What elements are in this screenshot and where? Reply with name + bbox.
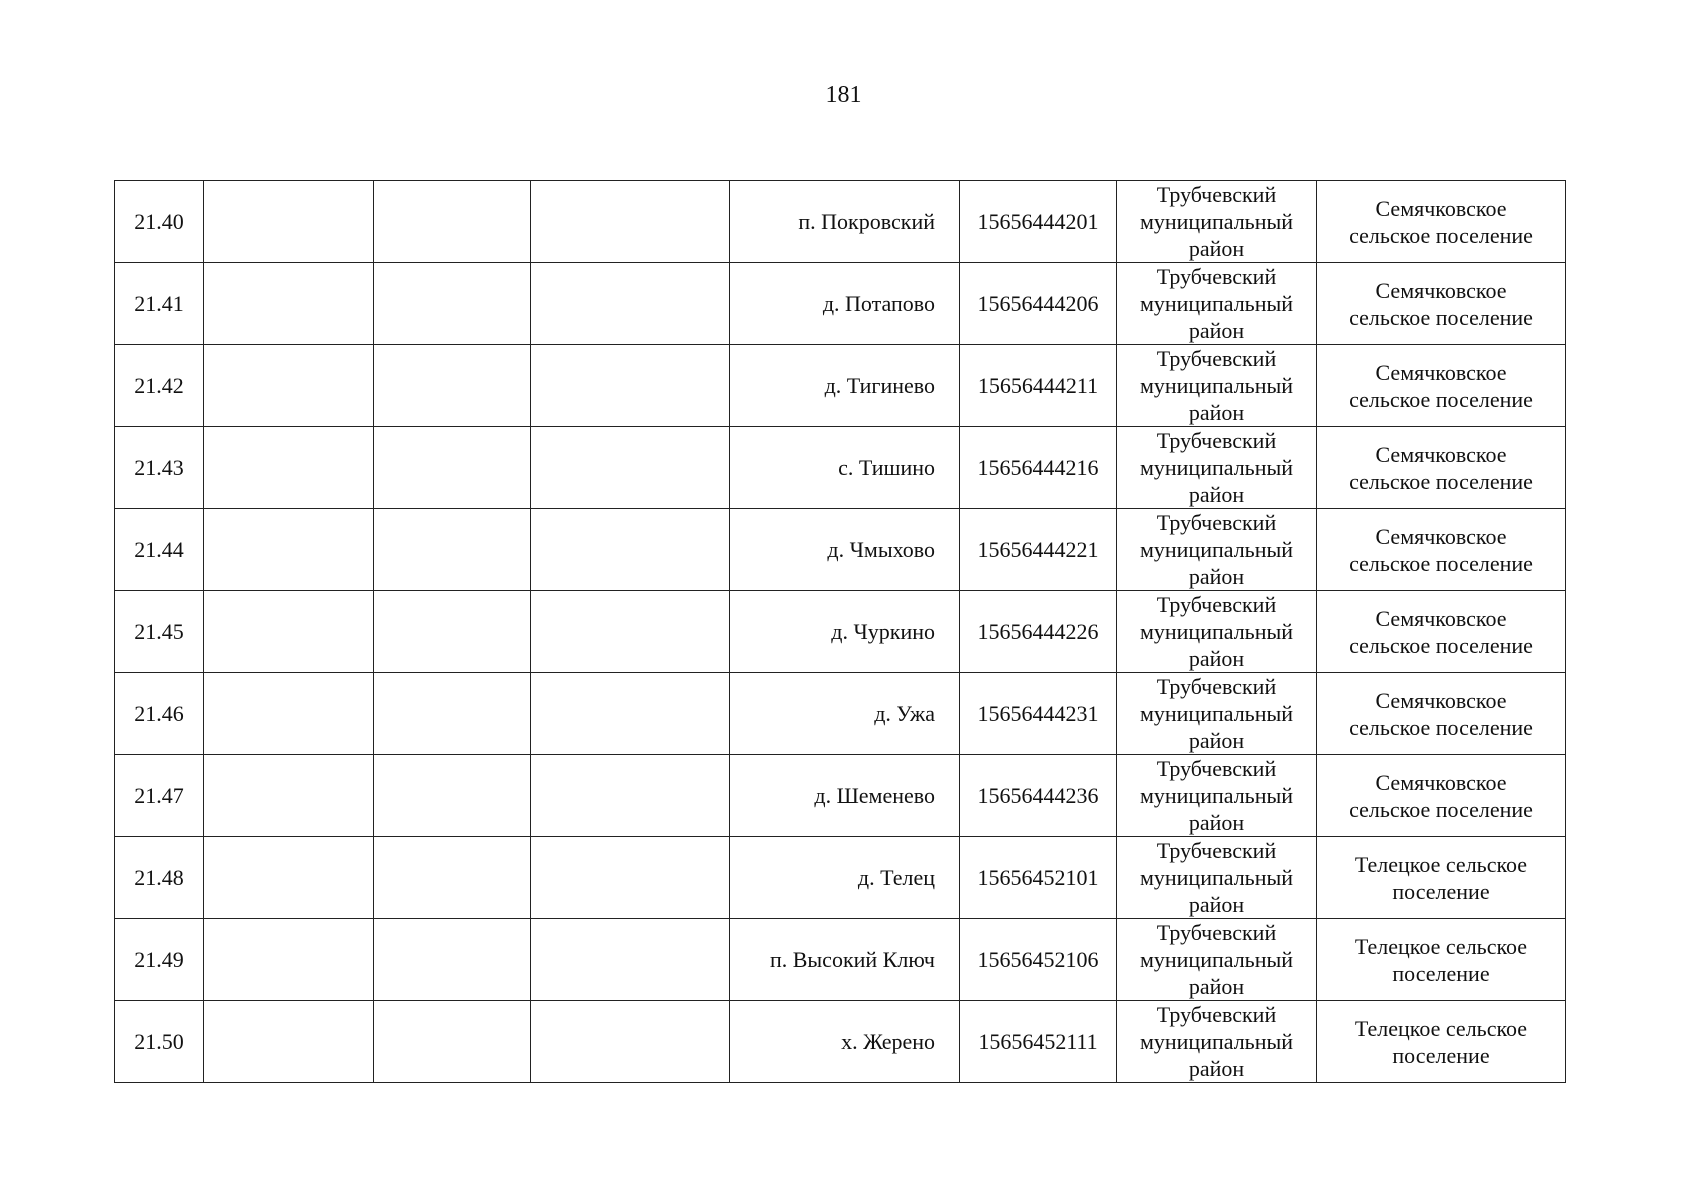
district-line: Трубчевский — [1156, 592, 1277, 617]
place-name-cell: с. Тишино — [730, 427, 960, 509]
district-line: муниципальный — [1139, 291, 1294, 316]
settlement-line: Телецкое сельское — [1354, 851, 1528, 877]
place-name-cell: д. Тигинево — [730, 345, 960, 427]
oktmo-code-cell: 15656444211 — [960, 345, 1117, 427]
empty-cell-2 — [374, 755, 531, 837]
district-cell — [1117, 673, 1317, 755]
empty-cell-3 — [531, 263, 730, 345]
settlement-cell — [1317, 755, 1566, 837]
district-line: муниципальный — [1139, 209, 1294, 234]
district-cell — [1117, 509, 1317, 591]
settlement-line: Семячковское — [1375, 687, 1507, 713]
settlement-line: сельское поселение — [1349, 632, 1533, 658]
empty-cell-3 — [531, 345, 730, 427]
settlement-line: сельское поселение — [1349, 304, 1533, 330]
district-line: Трубчевский — [1156, 756, 1277, 781]
place-name-cell: д. Ужа — [730, 673, 960, 755]
district-line: Трубчевский — [1156, 428, 1277, 453]
empty-cell-2 — [374, 509, 531, 591]
settlement-cell — [1317, 673, 1566, 755]
district-line: Трубчевский — [1156, 674, 1277, 699]
settlement-line: сельское поселение — [1349, 714, 1533, 740]
settlement-cell — [1317, 837, 1566, 919]
empty-cell-2 — [374, 181, 531, 263]
district-cell — [1117, 427, 1317, 509]
settlement-line: Семячковское — [1375, 195, 1507, 221]
district-line: муниципальный — [1139, 783, 1294, 808]
settlement-line: Семячковское — [1375, 441, 1507, 467]
table-body — [115, 181, 1566, 1083]
empty-cell-3 — [531, 837, 730, 919]
place-name-cell: п. Высокий Ключ — [730, 919, 960, 1001]
district-line: Трубчевский — [1156, 264, 1277, 289]
table-row — [115, 509, 1566, 591]
place-name-cell: д. Чуркино — [730, 591, 960, 673]
district-line: Трубчевский — [1156, 346, 1277, 371]
district-cell — [1117, 591, 1317, 673]
district-cell — [1117, 919, 1317, 1001]
empty-cell-2 — [374, 673, 531, 755]
district-line: район — [1188, 892, 1245, 917]
empty-cell-1 — [204, 345, 374, 427]
empty-cell-1 — [204, 837, 374, 919]
district-line: муниципальный — [1139, 373, 1294, 398]
empty-cell-3 — [531, 427, 730, 509]
table-row — [115, 837, 1566, 919]
district-cell — [1117, 837, 1317, 919]
empty-cell-2 — [374, 263, 531, 345]
settlement-line: поселение — [1392, 960, 1490, 986]
empty-cell-1 — [204, 591, 374, 673]
place-name-cell: х. Жерено — [730, 1001, 960, 1083]
settlements-table-wrap — [114, 180, 1566, 1083]
settlement-line: Семячковское — [1375, 769, 1507, 795]
district-line: район — [1188, 236, 1245, 261]
district-cell — [1117, 345, 1317, 427]
oktmo-code-cell: 15656452111 — [960, 1001, 1117, 1083]
district-line: Трубчевский — [1156, 920, 1277, 945]
settlement-line: поселение — [1392, 878, 1490, 904]
empty-cell-3 — [531, 919, 730, 1001]
table-row — [115, 673, 1566, 755]
district-cell — [1117, 1001, 1317, 1083]
oktmo-code-cell: 15656444216 — [960, 427, 1117, 509]
empty-cell-1 — [204, 427, 374, 509]
table-row — [115, 591, 1566, 673]
empty-cell-3 — [531, 591, 730, 673]
settlement-line: Семячковское — [1375, 523, 1507, 549]
row-number-cell: 21.48 — [115, 837, 204, 919]
table-row — [115, 345, 1566, 427]
district-line: муниципальный — [1139, 619, 1294, 644]
row-number-cell: 21.42 — [115, 345, 204, 427]
row-number-cell: 21.46 — [115, 673, 204, 755]
row-number-cell: 21.45 — [115, 591, 204, 673]
row-number-cell: 21.41 — [115, 263, 204, 345]
empty-cell-1 — [204, 1001, 374, 1083]
district-cell — [1117, 755, 1317, 837]
district-line: Трубчевский — [1156, 510, 1277, 535]
settlement-line: сельское поселение — [1349, 468, 1533, 494]
district-line: муниципальный — [1139, 455, 1294, 480]
table-row — [115, 1001, 1566, 1083]
place-name-cell: д. Шеменево — [730, 755, 960, 837]
empty-cell-2 — [374, 919, 531, 1001]
oktmo-code-cell: 15656452106 — [960, 919, 1117, 1001]
empty-cell-3 — [531, 755, 730, 837]
empty-cell-2 — [374, 345, 531, 427]
district-line: район — [1188, 646, 1245, 671]
settlement-cell — [1317, 1001, 1566, 1083]
district-line: муниципальный — [1139, 947, 1294, 972]
place-name-cell: д. Чмыхово — [730, 509, 960, 591]
district-line: Трубчевский — [1156, 1002, 1277, 1027]
settlements-table — [114, 180, 1566, 1083]
oktmo-code-cell: 15656444236 — [960, 755, 1117, 837]
empty-cell-1 — [204, 263, 374, 345]
row-number-cell: 21.44 — [115, 509, 204, 591]
district-line: муниципальный — [1139, 865, 1294, 890]
settlement-cell — [1317, 181, 1566, 263]
district-line: район — [1188, 482, 1245, 507]
empty-cell-1 — [204, 181, 374, 263]
district-line: муниципальный — [1139, 537, 1294, 562]
row-number-cell: 21.43 — [115, 427, 204, 509]
oktmo-code-cell: 15656444226 — [960, 591, 1117, 673]
settlement-line: Телецкое сельское — [1354, 933, 1528, 959]
empty-cell-3 — [531, 181, 730, 263]
settlement-cell — [1317, 345, 1566, 427]
settlement-cell — [1317, 919, 1566, 1001]
settlement-line: сельское поселение — [1349, 222, 1533, 248]
district-cell — [1117, 181, 1317, 263]
empty-cell-1 — [204, 673, 374, 755]
settlement-cell — [1317, 509, 1566, 591]
table-row — [115, 919, 1566, 1001]
district-line: район — [1188, 400, 1245, 425]
row-number-cell: 21.40 — [115, 181, 204, 263]
empty-cell-2 — [374, 1001, 531, 1083]
settlement-line: Телецкое сельское — [1354, 1015, 1528, 1041]
district-line: Трубчевский — [1156, 182, 1277, 207]
empty-cell-3 — [531, 673, 730, 755]
place-name-cell: п. Покровский — [730, 181, 960, 263]
district-line: район — [1188, 974, 1245, 999]
settlement-line: поселение — [1392, 1042, 1490, 1068]
oktmo-code-cell: 15656444221 — [960, 509, 1117, 591]
district-line: район — [1188, 728, 1245, 753]
district-line: муниципальный — [1139, 701, 1294, 726]
settlement-cell — [1317, 591, 1566, 673]
table-row — [115, 427, 1566, 509]
oktmo-code-cell: 15656444231 — [960, 673, 1117, 755]
settlement-line: сельское поселение — [1349, 796, 1533, 822]
place-name-cell: д. Телец — [730, 837, 960, 919]
empty-cell-1 — [204, 509, 374, 591]
row-number-cell: 21.47 — [115, 755, 204, 837]
district-cell — [1117, 263, 1317, 345]
empty-cell-3 — [531, 1001, 730, 1083]
settlement-line: сельское поселение — [1349, 550, 1533, 576]
oktmo-code-cell: 15656444206 — [960, 263, 1117, 345]
empty-cell-2 — [374, 427, 531, 509]
district-line: район — [1188, 318, 1245, 343]
district-line: муниципальный — [1139, 1029, 1294, 1054]
table-row — [115, 181, 1566, 263]
table-row — [115, 755, 1566, 837]
settlement-line: Семячковское — [1375, 277, 1507, 303]
empty-cell-2 — [374, 591, 531, 673]
district-line: район — [1188, 564, 1245, 589]
empty-cell-2 — [374, 837, 531, 919]
oktmo-code-cell: 15656444201 — [960, 181, 1117, 263]
place-name-cell: д. Потапово — [730, 263, 960, 345]
oktmo-code-cell: 15656452101 — [960, 837, 1117, 919]
district-line: район — [1188, 810, 1245, 835]
settlement-line: Семячковское — [1375, 359, 1507, 385]
page-number: 181 — [825, 82, 862, 108]
empty-cell-1 — [204, 755, 374, 837]
row-number-cell: 21.49 — [115, 919, 204, 1001]
district-line: район — [1188, 1056, 1245, 1081]
empty-cell-3 — [531, 509, 730, 591]
table-row — [115, 263, 1566, 345]
settlement-cell — [1317, 427, 1566, 509]
district-line: Трубчевский — [1156, 838, 1277, 863]
settlement-line: Семячковское — [1375, 605, 1507, 631]
settlement-line: сельское поселение — [1349, 386, 1533, 412]
settlement-cell — [1317, 263, 1566, 345]
empty-cell-1 — [204, 919, 374, 1001]
row-number-cell: 21.50 — [115, 1001, 204, 1083]
